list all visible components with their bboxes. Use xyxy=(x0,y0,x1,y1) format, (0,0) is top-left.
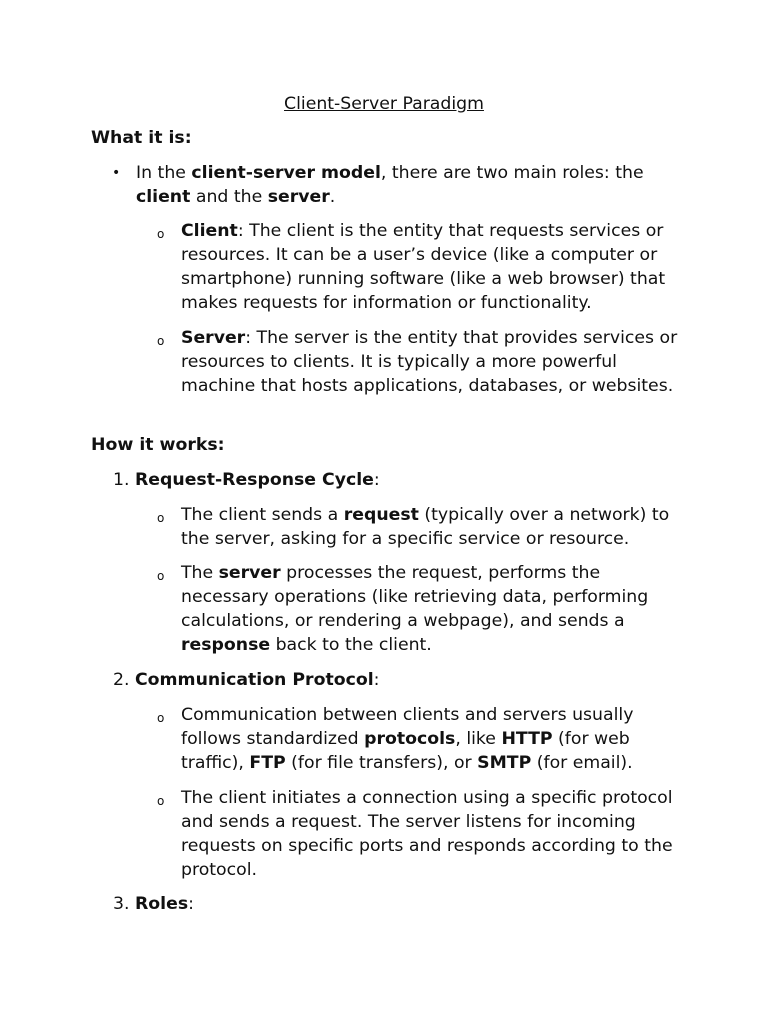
text-run: back to the client. xyxy=(270,635,432,655)
text-run: : xyxy=(373,670,380,690)
list-number: 2. xyxy=(113,670,130,690)
list-item-client xyxy=(157,219,691,315)
list-item-protocols xyxy=(157,703,691,775)
text-run: , there are two main roles: the xyxy=(380,163,644,183)
numbered-item-1 xyxy=(113,468,673,492)
text-run: (for web traffic), xyxy=(181,729,630,773)
text-run: (for email). xyxy=(531,753,633,773)
bold-text: client-server model xyxy=(191,163,381,183)
bold-text: Roles xyxy=(135,894,189,914)
text-run: , like xyxy=(455,729,502,749)
bold-text: request xyxy=(343,505,419,525)
bold-text: HTTP xyxy=(501,729,553,749)
text-run: The client initiates a connection using a specific protocol and sends a request. The server listens for incoming requests on specific ports and responds according to the protocol. xyxy=(181,788,673,880)
circle-bullet-icon: o xyxy=(157,334,165,348)
bold-text: Request-Response Cycle xyxy=(135,470,374,490)
section-heading-what: What it is: xyxy=(91,128,192,148)
bullet-icon: • xyxy=(112,165,121,181)
document-title: Client-Server Paradigm xyxy=(284,94,484,114)
numbered-item-3 xyxy=(113,892,673,916)
bold-text: client xyxy=(136,187,191,207)
circle-bullet-icon: o xyxy=(157,511,165,525)
list-item-request xyxy=(157,503,691,551)
text-run: Communication between clients and servers usually follows standardized xyxy=(181,705,634,749)
text-run: : The client is the entity that requests services or resources. It can be a user’s device (like a computer or smartphone) running software (like a web browser) that makes requests for information or functionality. xyxy=(181,221,666,313)
text-run: : xyxy=(188,894,194,914)
text-run: The xyxy=(181,563,219,583)
bold-text: FTP xyxy=(249,753,286,773)
list-number: 3. xyxy=(113,894,130,914)
numbered-item-2 xyxy=(113,668,673,692)
text-run: In the xyxy=(136,163,192,183)
list-item-server xyxy=(157,326,691,398)
bold-text: server xyxy=(218,563,281,583)
text-run: . xyxy=(329,187,336,207)
list-item-roles-intro xyxy=(112,161,696,209)
text-run: The client sends a xyxy=(181,505,344,525)
circle-bullet-icon: o xyxy=(157,711,165,725)
bold-text: server xyxy=(267,187,330,207)
bold-text: Client xyxy=(181,221,238,241)
text-run: : xyxy=(373,470,380,490)
circle-bullet-icon: o xyxy=(157,569,165,583)
text-run: processes the request, performs the necessary operations (like retrieving data, performing calculations, or rendering a webpage), and sends a xyxy=(181,563,649,631)
circle-bullet-icon: o xyxy=(157,227,165,241)
text-run: (for file transfers), or xyxy=(285,753,478,773)
bold-text: Communication Protocol xyxy=(135,670,374,690)
list-number: 1. xyxy=(113,470,130,490)
bold-text: protocols xyxy=(364,729,456,749)
bold-text: response xyxy=(181,635,271,655)
list-item-connection xyxy=(157,786,691,882)
bold-text: SMTP xyxy=(477,753,532,773)
section-heading-how: How it works: xyxy=(91,435,225,455)
list-item-response xyxy=(157,561,691,657)
bold-text: Server xyxy=(181,328,246,348)
text-run: : The server is the entity that provides services or resources to clients. It is typically a more powerful machine that hosts applications, databases, or websites. xyxy=(181,328,678,396)
circle-bullet-icon: o xyxy=(157,794,165,808)
text-run: and the xyxy=(190,187,268,207)
text-run: (typically over a network) to the server, asking for a specific service or resource. xyxy=(181,505,670,549)
